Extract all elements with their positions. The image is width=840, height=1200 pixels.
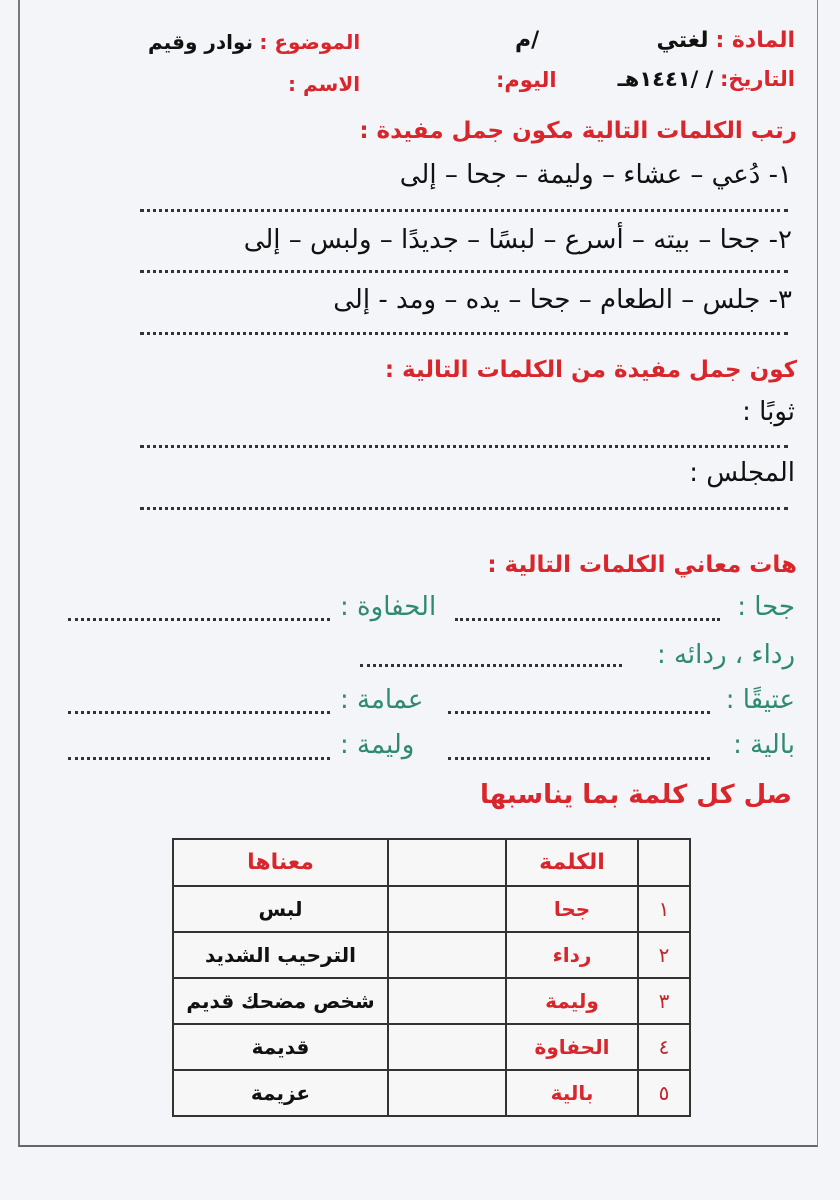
slash-m: /م (515, 28, 540, 53)
word-majlis: المجلس : (689, 458, 795, 488)
date-line (618, 67, 795, 91)
row-meaning: قديمة (173, 1024, 388, 1070)
meaning-juha: جحا : (737, 592, 795, 622)
row-word: وليمة (506, 978, 638, 1024)
matching-table (172, 838, 691, 1117)
row-number: ٤ (638, 1024, 690, 1070)
sentence-2: ٢- جحا – بيته – أسرع – لبسًا – جديدًا – ولبس – إلى (243, 225, 792, 255)
section2-heading: كون جمل مفيدة من الكلمات التالية : (384, 357, 797, 383)
subject-line (657, 28, 795, 53)
meaning-line-walima[interactable] (68, 757, 330, 760)
sentence-3: ٣- جلس – الطعام – جحا – يده – ومد - إلى (333, 285, 792, 315)
name-label: الاسم : (288, 72, 361, 96)
row-meaning: الترحيب الشديد (173, 932, 388, 978)
sentence-1: ١- دُعي – عشاء – وليمة – جحا – إلى (399, 160, 792, 190)
answer-line-3[interactable] (140, 332, 788, 335)
table-row (173, 978, 690, 1024)
connect-cell[interactable] (388, 886, 506, 932)
meaning-atiqan: عتيقًا : (725, 685, 795, 715)
row-word: بالية (506, 1070, 638, 1116)
answer-line-5[interactable] (140, 507, 788, 510)
row-word: جحا (506, 886, 638, 932)
section1-heading: رتب الكلمات التالية مكون جمل مفيدة : (359, 118, 797, 144)
row-number: ٢ (638, 932, 690, 978)
word-thawban: ثوبًا : (742, 397, 795, 427)
row-word: الحفاوة (506, 1024, 638, 1070)
date-label: التاريخ: (719, 67, 795, 91)
subject-value: لغتي (656, 28, 709, 53)
meaning-line-imama[interactable] (68, 711, 330, 714)
header-blank-cell (388, 839, 506, 886)
day-label: اليوم: (496, 68, 557, 92)
connect-cell[interactable] (388, 1024, 506, 1070)
row-meaning: شخص مضحك قديم (173, 978, 388, 1024)
section3-heading: هات معاني الكلمات التالية : (487, 552, 797, 578)
meaning-line-hafawa[interactable] (68, 618, 330, 621)
meaning-walima: وليمة : (340, 730, 415, 760)
meaning-baliya: بالية : (733, 730, 795, 760)
meaning-rida: رداء ، ردائه : (656, 640, 795, 670)
section4-heading: صل كل كلمة بما يناسبها (480, 780, 792, 810)
table-row (173, 1070, 690, 1116)
table-row (173, 886, 690, 932)
row-number: ٣ (638, 978, 690, 1024)
meaning-hafawa: الحفاوة : (340, 592, 437, 622)
date-value: / /١٤٤١هـ (617, 67, 714, 91)
topic-label: الموضوع : (259, 30, 361, 54)
answer-line-1[interactable] (140, 209, 788, 212)
subject-label: المادة : (715, 28, 795, 53)
meaning-line-baliya[interactable] (448, 757, 710, 760)
topic-value: نوادر وقيم (148, 30, 254, 54)
answer-line-2[interactable] (140, 270, 788, 273)
connect-cell[interactable] (388, 1070, 506, 1116)
meaning-line-rida[interactable] (360, 664, 622, 667)
row-number: ١ (638, 886, 690, 932)
meaning-imama: عمامة : (340, 685, 424, 715)
row-number: ٥ (638, 1070, 690, 1116)
meaning-line-atiqan[interactable] (448, 711, 710, 714)
header-word: الكلمة (506, 839, 638, 886)
connect-cell[interactable] (388, 932, 506, 978)
header-meaning: معناها (173, 839, 388, 886)
table-header-row (173, 839, 690, 886)
connect-cell[interactable] (388, 978, 506, 1024)
row-word: رداء (506, 932, 638, 978)
row-meaning: لبس (173, 886, 388, 932)
row-meaning: عزيمة (173, 1070, 388, 1116)
meaning-line-juha[interactable] (455, 618, 720, 621)
answer-line-4[interactable] (140, 445, 788, 448)
header-num-cell (638, 839, 690, 886)
table-row (173, 932, 690, 978)
table-row (173, 1024, 690, 1070)
topic-line (148, 30, 360, 54)
